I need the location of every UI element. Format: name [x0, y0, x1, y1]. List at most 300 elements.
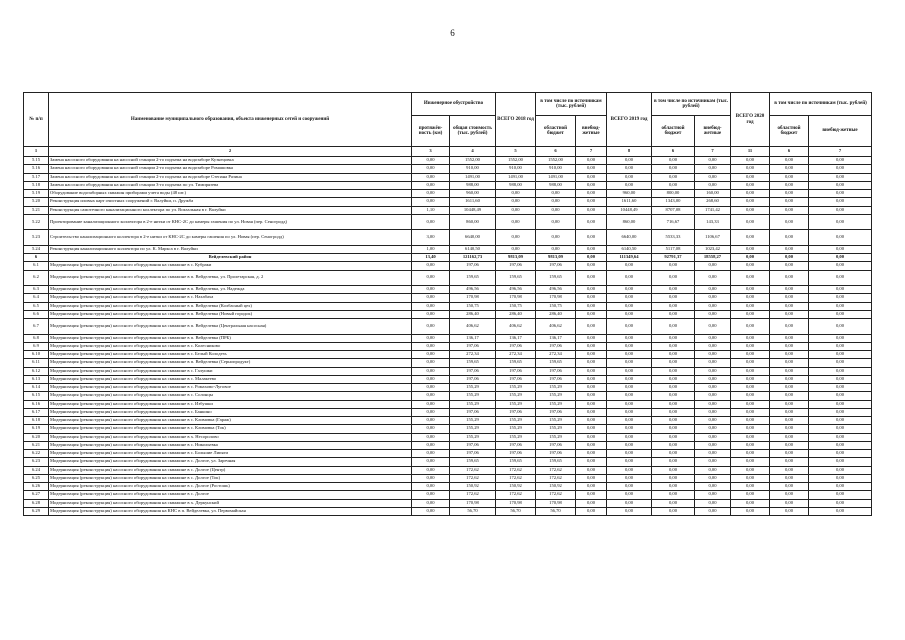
extra-2019: 0,00 — [695, 367, 731, 375]
total-2018: 159,65 — [496, 270, 536, 286]
extra-2020: 0,00 — [809, 408, 872, 416]
extra-2020: 0,00 — [809, 310, 872, 318]
length-km: 0,00 — [412, 417, 450, 425]
header-regional-2019: областной бюджет — [652, 116, 695, 147]
object-name: Модернизация (реконструкция) насосного оборудования на скважине в х. Несоролово — [49, 433, 412, 441]
header-index: 7 — [576, 147, 607, 157]
table-row — [24, 181, 872, 189]
extra-2018: 0,00 — [576, 367, 607, 375]
extra-2019: 1106,67 — [695, 230, 731, 246]
total-2019: 1611,60 — [607, 198, 652, 206]
regional-2019: 0,00 — [652, 441, 695, 449]
regional-2018: 0,00 — [536, 230, 576, 246]
extra-2020: 0,00 — [809, 417, 872, 425]
object-name: Модернизация (реконструкция) насосного оборудования на скважине в с. Солонцы — [49, 392, 412, 400]
extra-2018: 0,00 — [576, 392, 607, 400]
regional-2019: 0,00 — [652, 334, 695, 342]
regional-2019: 0,00 — [652, 466, 695, 474]
regional-2020: 0,00 — [770, 190, 809, 198]
table-row — [24, 198, 872, 206]
length-km: 0,00 — [412, 334, 450, 342]
row-number: 5.17 — [24, 173, 49, 181]
total-2019: 111349,64 — [607, 254, 652, 262]
total-cost: 121162,73 — [450, 254, 496, 262]
total-2020: 0,00 — [731, 198, 770, 206]
total-2018: 56,70 — [496, 507, 536, 515]
regional-2020: 0,00 — [770, 181, 809, 189]
row-number: 6.5 — [24, 302, 49, 310]
extra-2020: 0,00 — [809, 214, 872, 230]
total-2019: 0,00 — [607, 417, 652, 425]
table-row — [24, 334, 872, 342]
extra-2020: 0,00 — [809, 450, 872, 458]
table-row — [24, 214, 872, 230]
header-index: 7 — [695, 147, 731, 157]
table-row — [24, 425, 872, 433]
total-2018: 197,06 — [496, 367, 536, 375]
extra-2018: 0,00 — [576, 466, 607, 474]
object-name: Модернизация (реконструкция) насосного оборудования на скважине в с. Долгое (Ростошь) — [49, 483, 412, 491]
row-number: 6.6 — [24, 310, 49, 318]
regional-2019: 0,00 — [652, 433, 695, 441]
regional-2018: 910,00 — [536, 165, 576, 173]
regional-2020: 0,00 — [770, 286, 809, 294]
length-km: 1,10 — [412, 206, 450, 214]
row-number: 5.24 — [24, 245, 49, 253]
extra-2019: 0,00 — [695, 181, 731, 189]
total-2019: 0,00 — [607, 483, 652, 491]
extra-2020: 0,00 — [809, 230, 872, 246]
extra-2019: 0,00 — [695, 483, 731, 491]
total-2018: 159,65 — [496, 458, 536, 466]
regional-2019: 0,00 — [652, 286, 695, 294]
total-2019: 0,00 — [607, 466, 652, 474]
total-2020: 0,00 — [731, 499, 770, 507]
header-index: 8 — [607, 147, 652, 157]
total-2020: 0,00 — [731, 206, 770, 214]
total-2018: 150,75 — [496, 302, 536, 310]
header-incl-2018: в том числе по источникам (тыс. рублей) — [536, 93, 607, 116]
length-km: 0,00 — [412, 384, 450, 392]
regional-2018: 155,29 — [536, 384, 576, 392]
length-km: 0,00 — [412, 474, 450, 482]
extra-2020: 0,00 — [809, 458, 872, 466]
regional-2020: 0,00 — [770, 392, 809, 400]
object-name: Модернизация (реконструкция) насосного оборудования на скважине в п. Вейделевка (Центральная насосная) — [49, 319, 412, 335]
regional-2020: 0,00 — [770, 157, 809, 165]
extra-2018: 0,00 — [576, 342, 607, 350]
total-2020: 0,00 — [731, 262, 770, 270]
extra-2018: 0,00 — [576, 254, 607, 262]
total-2020: 0,00 — [731, 491, 770, 499]
header-regional-2020: областной бюджет — [770, 116, 809, 147]
regional-2020: 0,00 — [770, 384, 809, 392]
total-2020: 0,00 — [731, 400, 770, 408]
regional-2018: 0,00 — [536, 214, 576, 230]
total-cost: 56,70 — [450, 507, 496, 515]
regional-2019: 0,00 — [652, 319, 695, 335]
regional-2018: 197,06 — [536, 441, 576, 449]
regional-2019: 8707,08 — [652, 206, 695, 214]
total-2019: 0,00 — [607, 400, 652, 408]
total-2020: 0,00 — [731, 165, 770, 173]
object-name: Реконструкция иловых карт очистных сооружений г. Валуйки, п. Дружба — [49, 198, 412, 206]
length-km: 0,00 — [412, 375, 450, 383]
row-number: 6.3 — [24, 286, 49, 294]
total-2019: 0,00 — [607, 491, 652, 499]
total-2019: 0,00 — [607, 441, 652, 449]
total-2018: 159,65 — [496, 359, 536, 367]
extra-2019: 160,00 — [695, 190, 731, 198]
total-2018: 170,98 — [496, 499, 536, 507]
table-row — [24, 483, 872, 491]
total-2020: 0,00 — [731, 433, 770, 441]
extra-2020: 0,00 — [809, 367, 872, 375]
length-km: 0,00 — [412, 190, 450, 198]
table-row — [24, 245, 872, 253]
object-name: Модернизация (реконструкция) насосного оборудования на скважине в с. Долгое (Ток) — [49, 474, 412, 482]
total-2018: 155,29 — [496, 433, 536, 441]
object-name: Модернизация (реконструкция) насосного оборудования на КНС в п. Вейделевка, ул. Первомайская — [49, 507, 412, 515]
total-2019: 0,00 — [607, 181, 652, 189]
header-index: 6 — [652, 147, 695, 157]
header-regional-2018: областной бюджет — [536, 116, 576, 147]
length-km: 0,00 — [412, 302, 450, 310]
total-2018: 910,00 — [496, 165, 536, 173]
extra-2019: 0,00 — [695, 491, 731, 499]
row-number: 6.11 — [24, 359, 49, 367]
total-cost: 155,29 — [450, 417, 496, 425]
total-cost: 197,06 — [450, 375, 496, 383]
row-number: 5.23 — [24, 230, 49, 246]
total-cost: 159,65 — [450, 270, 496, 286]
total-2020: 0,00 — [731, 392, 770, 400]
total-2018: 0,00 — [496, 206, 536, 214]
regional-2020: 0,00 — [770, 375, 809, 383]
row-number: 6.23 — [24, 458, 49, 466]
table-row — [24, 302, 872, 310]
regional-2018: 159,65 — [536, 270, 576, 286]
total-2018: 155,29 — [496, 417, 536, 425]
header-length: протяжён-ность (км) — [412, 116, 450, 147]
total-2020: 0,00 — [731, 507, 770, 515]
total-cost: 155,29 — [450, 384, 496, 392]
regional-2020: 0,00 — [770, 491, 809, 499]
regional-2019: 0,00 — [652, 165, 695, 173]
total-2019: 0,00 — [607, 450, 652, 458]
extra-2020: 0,00 — [809, 491, 872, 499]
regional-2020: 0,00 — [770, 483, 809, 491]
row-number: 6.8 — [24, 334, 49, 342]
total-cost: 172,62 — [450, 466, 496, 474]
regional-2020: 0,00 — [770, 441, 809, 449]
extra-2018: 0,00 — [576, 474, 607, 482]
object-name: Строительство канализационного коллектора в 2-е нитки от КНС-2С до камеры гашения по ул. Новая (пер. Сеногродд) — [49, 230, 412, 246]
total-2018: 172,62 — [496, 466, 536, 474]
object-name: Модернизация (реконструкция) насосного оборудования на скважине в п. Вейделевка (Колбасный цех) — [49, 302, 412, 310]
object-name: Модернизация (реконструкция) насосного оборудования на скважине в п. Вейделевка (Сернопродукт) — [49, 359, 412, 367]
extra-2020: 0,00 — [809, 433, 872, 441]
regional-2019: 5533,33 — [652, 230, 695, 246]
extra-2020: 0,00 — [809, 466, 872, 474]
total-2018: 150,92 — [496, 483, 536, 491]
extra-2020: 0,00 — [809, 384, 872, 392]
row-number: 6.7 — [24, 319, 49, 335]
extra-2019: 0,00 — [695, 294, 731, 302]
extra-2019: 0,00 — [695, 173, 731, 181]
total-2018: 1552,00 — [496, 157, 536, 165]
regional-2019: 0,00 — [652, 375, 695, 383]
regional-2018: 0,00 — [536, 190, 576, 198]
regional-2019: 0,00 — [652, 351, 695, 359]
regional-2018: 136,17 — [536, 334, 576, 342]
extra-2020: 0,00 — [809, 262, 872, 270]
extra-2020: 0,00 — [809, 190, 872, 198]
row-number: 6.22 — [24, 450, 49, 458]
table-row — [24, 408, 872, 416]
extra-2020: 0,00 — [809, 400, 872, 408]
total-cost: 197,06 — [450, 450, 496, 458]
total-2020: 0,00 — [731, 270, 770, 286]
regional-2019: 0,00 — [652, 262, 695, 270]
regional-2020: 0,00 — [770, 198, 809, 206]
table-row — [24, 458, 872, 466]
regional-2019: 0,00 — [652, 359, 695, 367]
regional-2020: 0,00 — [770, 359, 809, 367]
table-row — [24, 351, 872, 359]
length-km: 0,00 — [412, 262, 450, 270]
total-cost: 197,06 — [450, 408, 496, 416]
extra-2019: 0,00 — [695, 319, 731, 335]
regional-2020: 0,00 — [770, 262, 809, 270]
total-2018: 0,00 — [496, 230, 536, 246]
total-2020: 0,00 — [731, 474, 770, 482]
total-2018: 272,34 — [496, 351, 536, 359]
total-2018: 0,00 — [496, 190, 536, 198]
regional-2018: 155,29 — [536, 433, 576, 441]
regional-2019: 0,00 — [652, 408, 695, 416]
total-2019: 0,00 — [607, 408, 652, 416]
total-2020: 0,00 — [731, 375, 770, 383]
table-body — [24, 157, 872, 516]
total-cost: 406,62 — [450, 319, 496, 335]
total-2019: 0,00 — [607, 286, 652, 294]
regional-2020: 0,00 — [770, 230, 809, 246]
table-row — [24, 310, 872, 318]
extra-2019: 0,00 — [695, 507, 731, 515]
regional-2018: 197,06 — [536, 367, 576, 375]
total-cost: 170,98 — [450, 294, 496, 302]
length-km: 0,00 — [412, 181, 450, 189]
total-2019: 860,00 — [607, 214, 652, 230]
table-row — [24, 384, 872, 392]
header-extra-2020: внебюд-жетные — [809, 116, 872, 147]
regional-2018: 155,29 — [536, 400, 576, 408]
regional-2018: 159,65 — [536, 359, 576, 367]
regional-2019: 0,00 — [652, 400, 695, 408]
length-km: 0,00 — [412, 294, 450, 302]
table-row — [24, 262, 872, 270]
total-2018: 988,00 — [496, 181, 536, 189]
regional-2018: 272,34 — [536, 351, 576, 359]
total-2019: 0,00 — [607, 173, 652, 181]
object-name: Модернизация (реконструкция) насосного оборудования на скважине в с. Долгое (Центр) — [49, 466, 412, 474]
regional-2019: 0,00 — [652, 294, 695, 302]
regional-2020: 0,00 — [770, 173, 809, 181]
extra-2019: 0,00 — [695, 157, 731, 165]
total-cost: 1611,60 — [450, 198, 496, 206]
total-2019: 0,00 — [607, 294, 652, 302]
total-2020: 0,00 — [731, 214, 770, 230]
object-name: Модернизация (реконструкция) насосного оборудования на скважине в п. Вейделевка (ПРБ) — [49, 334, 412, 342]
object-name: Замена насосного оборудования на насосной станции 2-го подъема на водозаборе Ромашовка — [49, 165, 412, 173]
length-km: 3,00 — [412, 230, 450, 246]
total-2018: 197,06 — [496, 342, 536, 350]
district-row — [24, 254, 872, 262]
total-2020: 0,00 — [731, 417, 770, 425]
header-infra: Инженерное обустройство — [412, 93, 496, 116]
regional-2019: 0,00 — [652, 157, 695, 165]
extra-2020: 0,00 — [809, 342, 872, 350]
table-row — [24, 173, 872, 181]
total-2019: 0,00 — [607, 310, 652, 318]
total-2020: 0,00 — [731, 384, 770, 392]
extra-2018: 0,00 — [576, 375, 607, 383]
extra-2019: 0,00 — [695, 310, 731, 318]
object-name: Модернизация (реконструкция) насосного оборудования на скважине в с. Климовка (Ток) — [49, 425, 412, 433]
row-number: 6.12 — [24, 367, 49, 375]
extra-2020: 0,00 — [809, 286, 872, 294]
row-number: 6.21 — [24, 441, 49, 449]
extra-2018: 0,00 — [576, 384, 607, 392]
regional-2020: 0,00 — [770, 474, 809, 482]
object-name: Модернизация (реконструкция) насосного оборудования на скважине в с. Банкино — [49, 408, 412, 416]
header-index: 4 — [450, 147, 496, 157]
regional-2018: 56,70 — [536, 507, 576, 515]
regional-2018: 9813,09 — [536, 254, 576, 262]
object-name: Модернизация (реконструкция) насосного оборудования на скважине в п. Вейделевка (Новый городок) — [49, 310, 412, 318]
row-number: 5.20 — [24, 198, 49, 206]
total-2018: 197,06 — [496, 450, 536, 458]
regional-2019: 800,00 — [652, 190, 695, 198]
header-index: 6 — [770, 147, 809, 157]
table-row — [24, 157, 872, 165]
regional-2019: 0,00 — [652, 507, 695, 515]
total-2018: 0,00 — [496, 245, 536, 253]
extra-2019: 0,00 — [695, 474, 731, 482]
extra-2020: 0,00 — [809, 157, 872, 165]
row-number: 5.21 — [24, 206, 49, 214]
table-header — [24, 93, 872, 157]
total-2020: 0,00 — [731, 466, 770, 474]
extra-2020: 0,00 — [809, 165, 872, 173]
table-row — [24, 190, 872, 198]
total-2020: 0,00 — [731, 294, 770, 302]
table-row — [24, 474, 872, 482]
extra-2020: 0,00 — [809, 254, 872, 262]
extra-2019: 0,00 — [695, 302, 731, 310]
total-2019: 0,00 — [607, 458, 652, 466]
page-number: 6 — [450, 28, 455, 38]
extra-2019: 143,33 — [695, 214, 731, 230]
extra-2018: 0,00 — [576, 425, 607, 433]
regional-2020: 0,00 — [770, 507, 809, 515]
total-2018: 0,00 — [496, 214, 536, 230]
regional-2020: 0,00 — [770, 408, 809, 416]
regional-2018: 197,06 — [536, 375, 576, 383]
total-2018: 155,29 — [496, 392, 536, 400]
extra-2018: 0,00 — [576, 270, 607, 286]
regional-2018: 197,06 — [536, 342, 576, 350]
extra-2018: 0,00 — [576, 351, 607, 359]
extra-2018: 0,00 — [576, 198, 607, 206]
total-2019: 0,00 — [607, 499, 652, 507]
regional-2019: 716,67 — [652, 214, 695, 230]
extra-2020: 0,00 — [809, 319, 872, 335]
extra-2020: 0,00 — [809, 359, 872, 367]
row-number: 6.25 — [24, 474, 49, 482]
extra-2018: 0,00 — [576, 359, 607, 367]
extra-2018: 0,00 — [576, 408, 607, 416]
total-cost: 286,40 — [450, 310, 496, 318]
extra-2018: 0,00 — [576, 206, 607, 214]
regional-2019: 0,00 — [652, 302, 695, 310]
object-name: Замена насосного оборудования на насосной станции 2-го подъема на водозаборе Кузнецовка — [49, 157, 412, 165]
extra-2020: 0,00 — [809, 181, 872, 189]
extra-2018: 0,00 — [576, 417, 607, 425]
length-km: 0,00 — [412, 483, 450, 491]
total-2019: 0,00 — [607, 302, 652, 310]
row-number: 5.16 — [24, 165, 49, 173]
total-2018: 155,29 — [496, 400, 536, 408]
length-km: 0,00 — [412, 400, 450, 408]
regional-2019: 0,00 — [652, 425, 695, 433]
header-index: 5 — [496, 147, 536, 157]
extra-2018: 0,00 — [576, 441, 607, 449]
table-row — [24, 466, 872, 474]
length-km: 0,00 — [412, 342, 450, 350]
regional-2018: 197,06 — [536, 408, 576, 416]
extra-2020: 0,00 — [809, 302, 872, 310]
length-km: 0,00 — [412, 198, 450, 206]
extra-2019: 0,00 — [695, 441, 731, 449]
length-km: 0,00 — [412, 270, 450, 286]
total-cost: 159,65 — [450, 359, 496, 367]
total-2018: 197,06 — [496, 262, 536, 270]
extra-2018: 0,00 — [576, 433, 607, 441]
row-number: 6.10 — [24, 351, 49, 359]
regional-2020: 0,00 — [770, 367, 809, 375]
table-row — [24, 441, 872, 449]
extra-2018: 0,00 — [576, 400, 607, 408]
table-row — [24, 294, 872, 302]
total-2019: 0,00 — [607, 157, 652, 165]
regional-2019: 0,00 — [652, 499, 695, 507]
extra-2019: 1741,42 — [695, 206, 731, 214]
total-2019: 0,00 — [607, 507, 652, 515]
total-2020: 0,00 — [731, 286, 770, 294]
table-row — [24, 270, 872, 286]
regional-2019: 0,00 — [652, 417, 695, 425]
extra-2018: 0,00 — [576, 499, 607, 507]
row-number: 6.26 — [24, 483, 49, 491]
extra-2019: 0,00 — [695, 499, 731, 507]
extra-2018: 0,00 — [576, 483, 607, 491]
row-number: 6.14 — [24, 384, 49, 392]
regional-2020: 0,00 — [770, 425, 809, 433]
object-name: Модернизация (реконструкция) насосного оборудования на скважине в с. Галушки — [49, 367, 412, 375]
extra-2019: 0,00 — [695, 425, 731, 433]
